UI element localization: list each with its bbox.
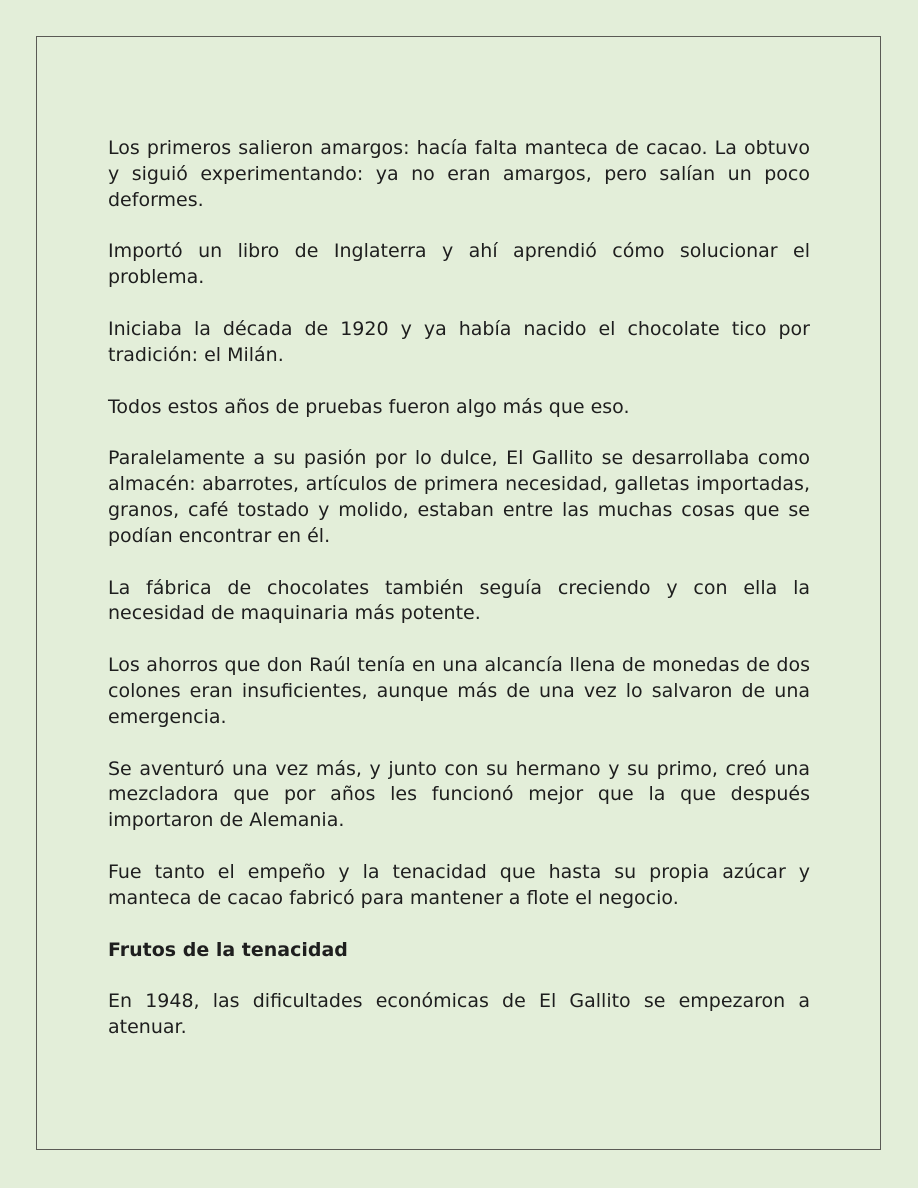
document-body	[108, 136, 810, 1067]
paragraph: Paralelamente a su pasión por lo dulce, El Gallito se desarrollaba como almacén: abarrotes, artículos de primera necesidad, galletas importadas, granos, café tostado y molido, estaban entre las muchas cosas que se podían encontrar en él.	[108, 447, 810, 547]
paragraph: Iniciaba la década de 1920 y ya había nacido el chocolate tico por tradición: el Milán.	[108, 317, 810, 366]
paragraph: Importó un libro de Inglaterra y ahí aprendió cómo solucionar el problema.	[108, 240, 810, 289]
closing-paragraph: En 1948, las dificultades económicas de El Gallito se empezaron a atenuar.	[108, 990, 810, 1039]
paragraph: La fábrica de chocolates también seguía creciendo y con ella la necesidad de maquinaria más potente.	[108, 576, 810, 625]
paragraph: Fue tanto el empeño y la tenacidad que hasta su propia azúcar y manteca de cacao fabricó para mantener a flote el negocio.	[108, 860, 810, 909]
paragraph: Los primeros salieron amargos: hacía falta manteca de cacao. La obtuvo y siguió experimentando: ya no eran amargos, pero salían un poco deformes.	[108, 137, 810, 211]
paragraph: Todos estos años de pruebas fueron algo más que eso.	[108, 395, 630, 418]
paragraph: Se aventuró una vez más, y junto con su hermano y su primo, creó una mezcladora que por años les funcionó mejor que la que después importaron de Alemania.	[108, 757, 810, 832]
section-heading: Frutos de la tenacidad	[108, 938, 348, 961]
paragraph: Los ahorros que don Raúl tenía en una alcancía llena de monedas de dos colones eran insuficientes, aunque más de una vez lo salvaron de una emergencia.	[108, 654, 810, 728]
